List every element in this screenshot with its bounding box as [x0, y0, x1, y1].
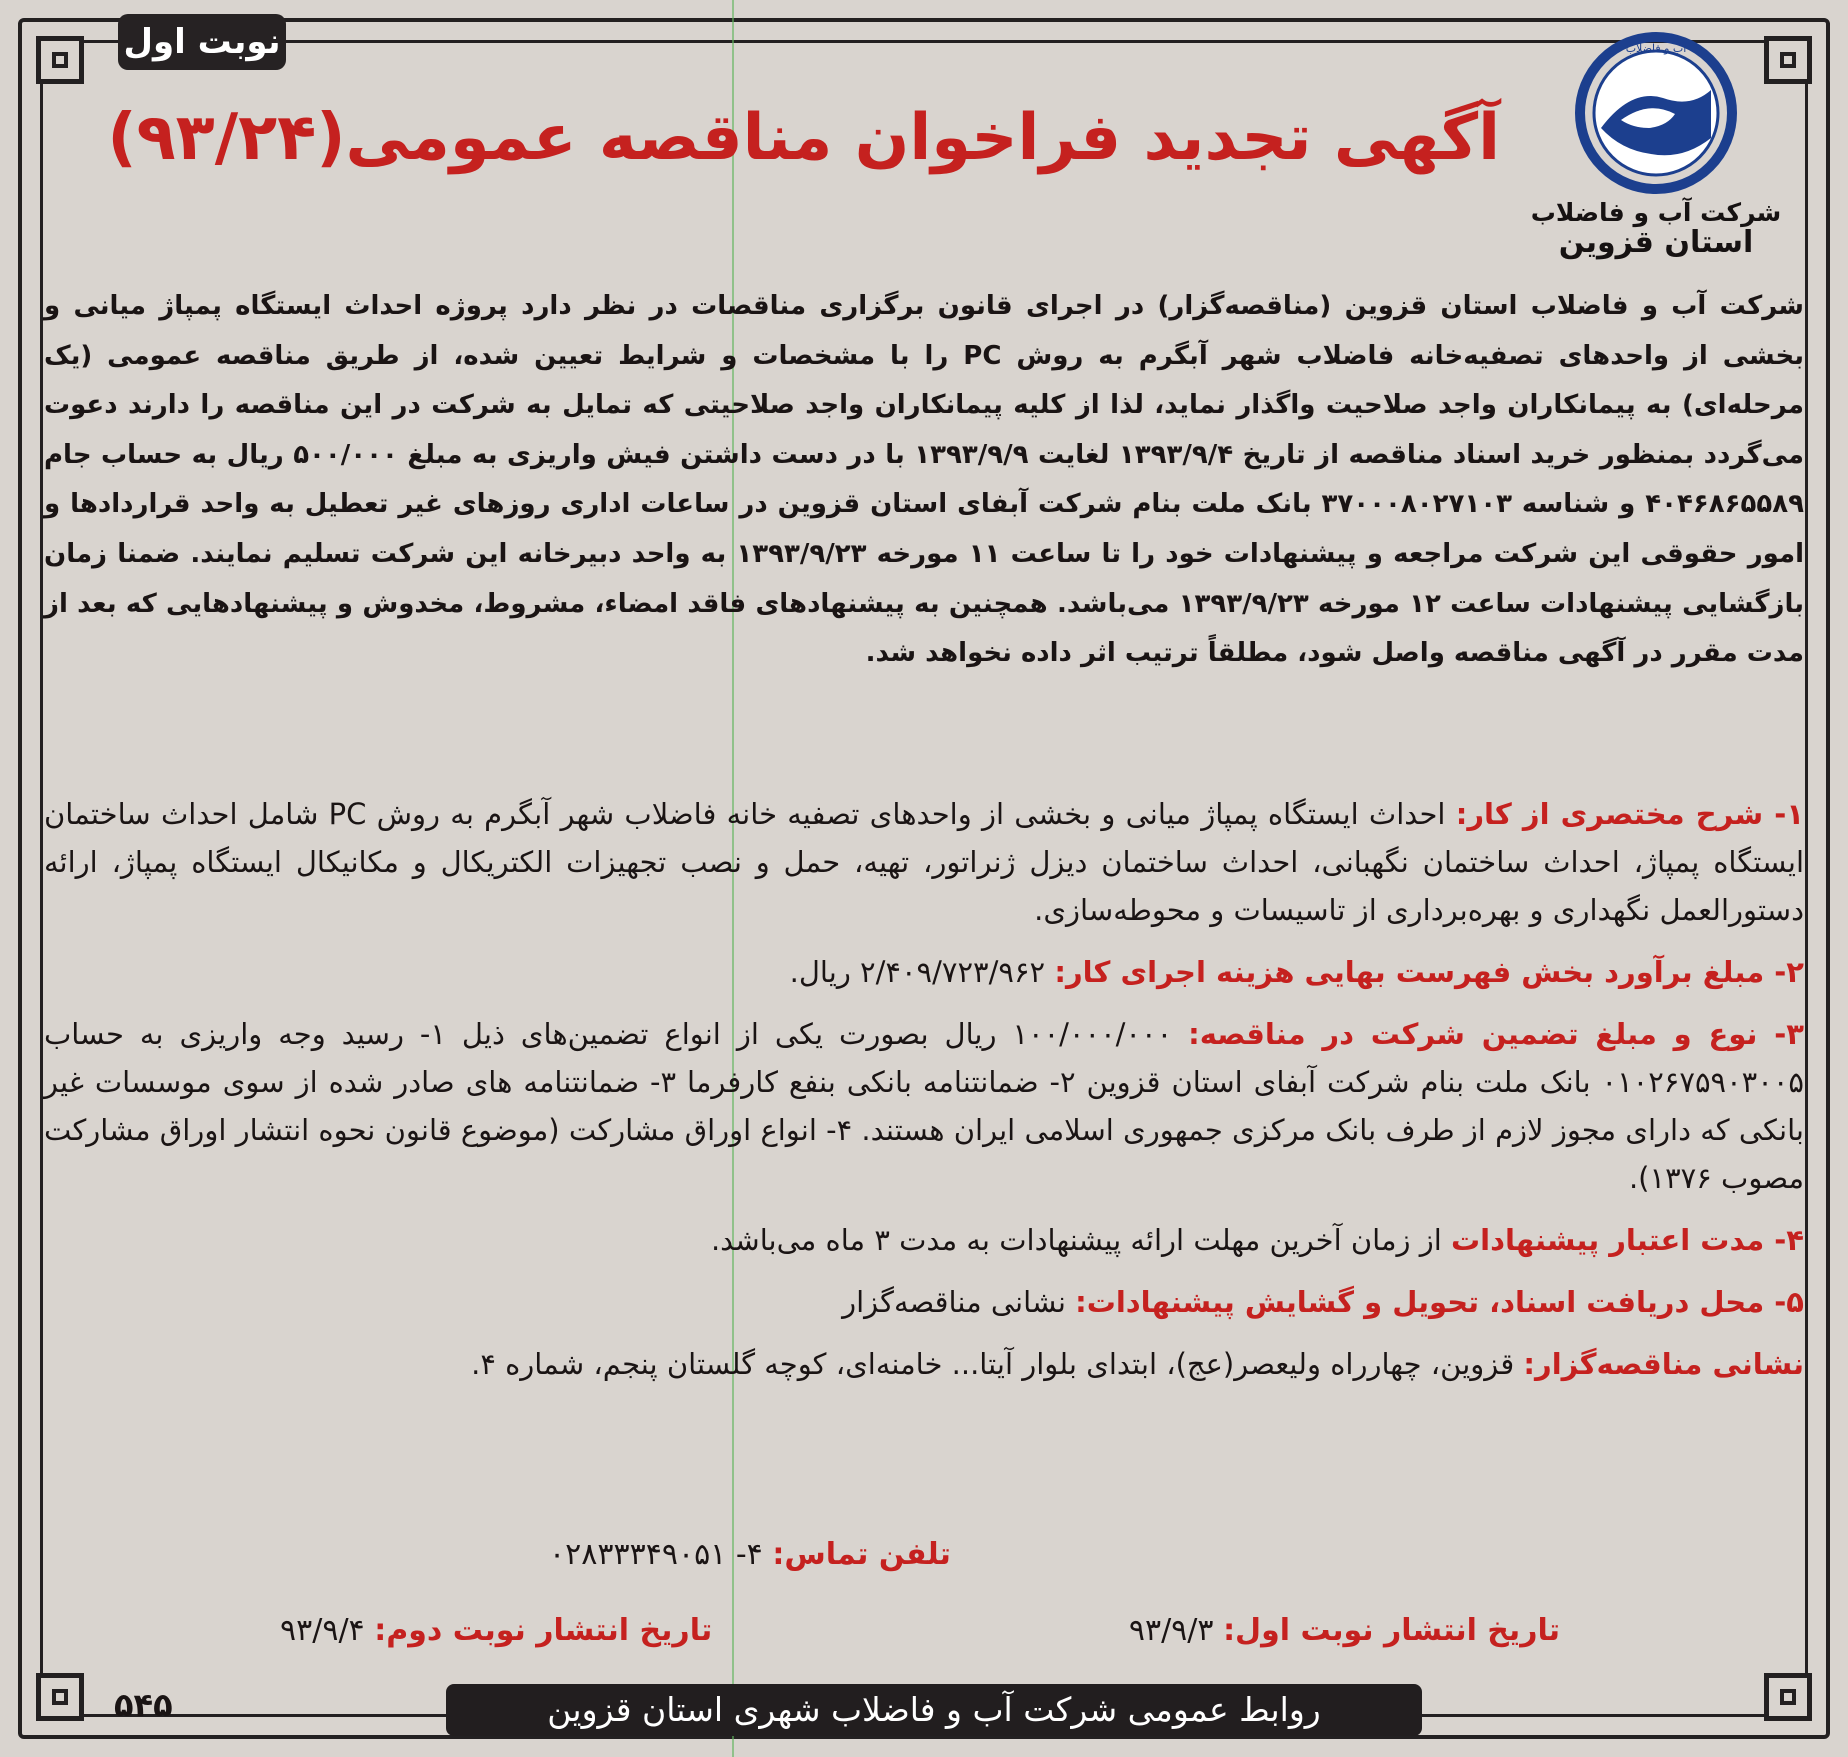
item-location-label: ۵- محل دریافت اسناد، تحویل و گشایش پیشنهادات:: [1075, 1285, 1804, 1319]
item-validity: [44, 1216, 1804, 1264]
logo-caption-company: شرکت آب و فاضلاب: [1530, 198, 1782, 227]
item-address: [44, 1340, 1804, 1388]
corner-ornament-top-left: [36, 36, 84, 84]
item-guarantee-label: ۳- نوع و مبلغ تضمین شرکت در مناقصه:: [1188, 1017, 1804, 1051]
item-validity-label: ۴- مدت اعتبار پیشنهادات: [1451, 1223, 1804, 1257]
first-date-value: ۹۳/۹/۳: [1128, 1613, 1224, 1648]
item-scope: [44, 790, 1804, 934]
item-scope-label: ۱- شرح مختصری از کار:: [1455, 797, 1805, 831]
item-guarantee: [44, 1010, 1804, 1202]
corner-ornament-bottom-left: [36, 1673, 84, 1721]
intro-paragraph: شرکت آب و فاضلاب استان قزوین (مناقصه‌گزار) در اجرای قانون برگزاری مناقصات در نظر دارد پروژه احداث ایستگاه پمپاژ میانی و بخشی از واحدهای تصفیه‌خانه فاضلاب شهر آبگرم به روش PC را با مشخصات و شرایط تعیین شده، از طریق مناقصه عمومی (یک مرحله‌ای) به پیمانکاران واجد صلاحیت واگذار نماید، لذا از کلیه پیمانکاران واجد صلاحیتی که تمایل به شرکت در این مناقصه را دارند دعوت می‌گردد بمنظور خرید اسناد مناقصه از تاریخ ۱۳۹۳/۹/۴ لغایت ۱۳۹۳/۹/۹ با در دست داشتن فیش واریزی به مبلغ ۵۰۰/۰۰۰ ریال به حساب جام ۴۰۴۶۸۶۵۵۸۹ و شناسه ۳۷۰۰۰۸۰۲۷۱۰۳ بانک ملت بنام شرکت آبفای استان قزوین در ساعات اداری روزهای غیر تعطیل به واحد قراردادها و امور حقوقی این شرکت مراجعه و پیشنهادات خود را تا ساعت ۱۱ مورخه ۱۳۹۳/۹/۲۳ به واحد دبیرخانه این شرکت تسلیم نمایند. ضمنا زمان بازگشایی پیشنهادات ساعت ۱۲ مورخه ۱۳۹۳/۹/۲۳ می‌باشد. همچنین به پیشنهادهای فاقد امضاء، مشروط، مخدوش و پیشنهادهایی که بعد از مدت مقرر در آگهی مناقصه واصل شود، مطلقاً ترتیب اثر داده نخواهد شد.: [44, 291, 1805, 669]
item-estimate-text: ۲/۴۰۹/۷۲۳/۹۶۲ ریال.: [789, 955, 1055, 989]
item-estimate: [44, 948, 1804, 996]
second-date-label: تاریخ انتشار نوبت دوم:: [374, 1613, 713, 1648]
item-scope-text: احداث ایستگاه پمپاژ میانی و بخشی از واحدهای تصفیه خانه فاضلاب شهر آبگرم به روش PC شامل احداث ساختمان ایستگاه پمپاژ، احداث ساختمان نگهبانی، احداث ساختمان دیزل ژنراتور، تهیه، حمل و نصب تجهیزات الکتریکال و مکانیکال ایستگاه پمپاژ، ارائه دستورالعمل نگهداری و بهره‌برداری از تاسیسات و محوطه‌سازی.: [44, 797, 1804, 927]
tender-items: [44, 790, 1804, 1388]
notice-title: آگهی تجدید فراخوان مناقصه عمومی(۹۳/۲۴): [107, 101, 1500, 175]
publication-round-badge: نوبت اول: [118, 14, 286, 70]
page-number: ۵۴۵: [114, 1686, 173, 1724]
item-estimate-label: ۲- مبلغ برآورد بخش فهرست بهایی هزینه اجرای کار:: [1054, 955, 1804, 989]
phone-value: ۴- ۰۲۸۳۳۳۴۹۰۵۱: [549, 1537, 773, 1572]
phone-label: تلفن تماس:: [772, 1537, 951, 1572]
item-guarantee-text: ۱۰۰/۰۰۰/۰۰۰ ریال بصورت یکی از انواع تضمین‌های ذیل ۱- رسید وجه واریزی به حساب ۰۱۰۲۶۷۵۹۰۳۰۰۵ بانک ملت بنام شرکت آبفای استان قزوین ۲- ضمانتنامه بانکی بنفع کارفرما ۳- ضمانتنامه های صادر شده از سوی موسسات غیر بانکی که دارای مجوز لازم از طرف بانک مرکزی جمهوری اسلامی ایران هستند. ۴- انواع اوراق مشارکت (موضوع قانون نحوه انتشار اوراق مشارکت مصوب ۱۳۷۶).: [44, 1017, 1804, 1195]
first-publication-date: [1129, 1606, 1560, 1656]
item-location-text: نشانی مناقصه‌گزار: [842, 1285, 1076, 1319]
logo-arc-text: آب و فاضلاب: [1625, 42, 1687, 55]
logo-caption-province: استان قزوین: [1558, 225, 1754, 260]
publication-dates: [200, 1606, 1560, 1656]
second-publication-date: [280, 1606, 712, 1656]
contact-phone: [300, 1532, 1200, 1578]
first-date-label: تاریخ انتشار نوبت اول:: [1223, 1613, 1560, 1648]
footer-public-relations: روابط عمومی شرکت آب و فاضلاب شهری استان قزوین: [446, 1684, 1422, 1736]
item-address-text: قزوین، چهارراه ولیعصر(عج)، ابتدای بلوار آیتا... خامنه‌ای، کوچه گلستان پنجم، شماره ۴.: [471, 1347, 1524, 1381]
corner-ornament-bottom-right: [1764, 1673, 1812, 1721]
item-validity-text: از زمان آخرین مهلت ارائه پیشنهادات به مدت ۳ ماه می‌باشد.: [710, 1223, 1452, 1257]
second-date-value: ۹۳/۹/۴: [280, 1613, 375, 1648]
item-address-label: نشانی مناقصه‌گزار:: [1523, 1347, 1804, 1381]
company-logo: [1526, 28, 1786, 268]
item-location: [44, 1278, 1804, 1326]
water-wave-logo-icon: [1571, 28, 1741, 198]
